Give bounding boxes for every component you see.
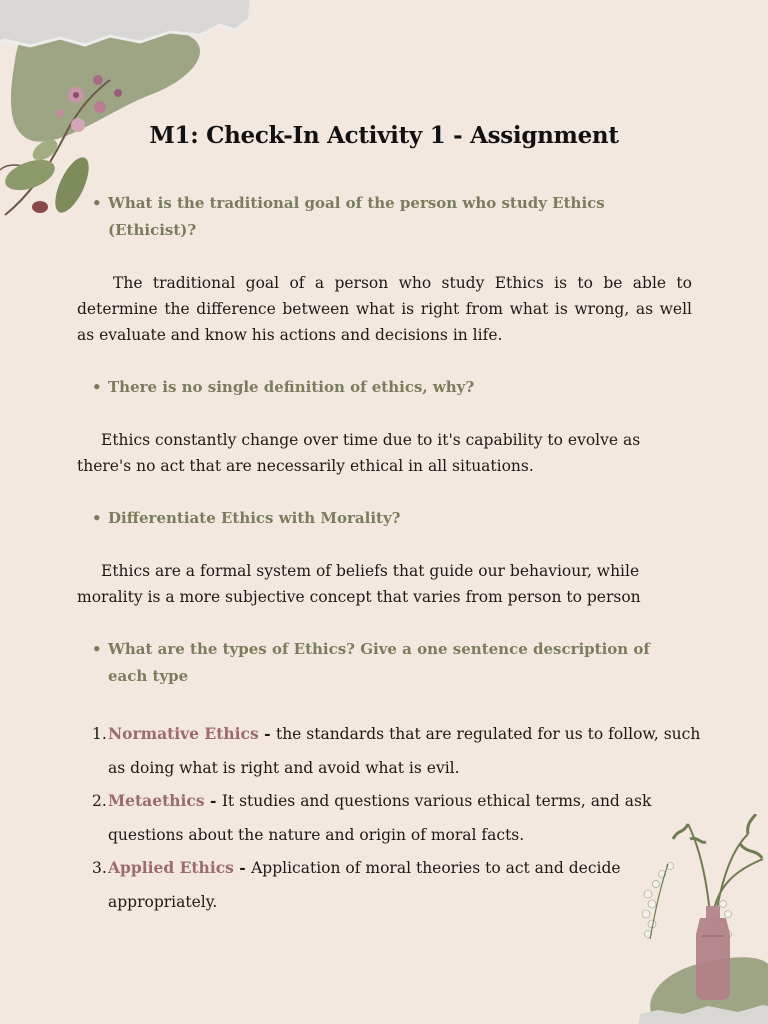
answer-2: Ethics constantly change over time due to it's capability to evolve as there's no act that are necessarily ethical in all situations. bbox=[77, 431, 641, 475]
answer-1: The traditional goal of a person who study Ethics is to be able to determine the difference between what is right from what is wrong, as well as evaluate and know his actions and decisions in life. bbox=[77, 274, 692, 344]
question-2 bbox=[92, 374, 692, 401]
bullet-icon: • bbox=[92, 509, 102, 527]
ethics-type-description: the standards that are regulated for us to follow, such as doing what is right and avoid what is evil. bbox=[108, 725, 701, 777]
question-4-text: What are the types of Ethics? Give a one sentence description of each type bbox=[108, 640, 650, 685]
list-number: 2. bbox=[92, 792, 107, 810]
bullet-icon: • bbox=[92, 640, 102, 658]
ethics-type-description: Application of moral theories to act and decide appropriately. bbox=[108, 859, 621, 911]
ethics-type-term: Normative Ethics bbox=[108, 724, 259, 743]
list-number: 3. bbox=[92, 859, 107, 877]
bullet-icon: • bbox=[92, 378, 102, 396]
bullet-icon: • bbox=[92, 194, 102, 212]
question-2-text: There is no single definition of ethics, why? bbox=[108, 378, 475, 396]
term-separator: - bbox=[204, 791, 222, 810]
term-separator: - bbox=[233, 858, 252, 877]
page-title: M1: Check-In Activity 1 - Assignment bbox=[149, 122, 619, 149]
list-number: 1. bbox=[92, 725, 107, 743]
ethics-type-term: Applied Ethics bbox=[108, 858, 234, 877]
ethics-type-item bbox=[92, 717, 702, 785]
question-3-text: Differentiate Ethics with Morality? bbox=[108, 509, 401, 527]
ethics-type-description: It studies and questions various ethical terms, and ask questions about the nature and origin of moral facts. bbox=[108, 792, 652, 844]
question-1 bbox=[92, 190, 692, 244]
term-separator: - bbox=[258, 724, 276, 743]
ethics-type-term: Metaethics bbox=[108, 791, 205, 810]
torn-paper-decoration bbox=[0, 0, 250, 50]
ethics-type-item bbox=[92, 784, 702, 852]
answer-3: Ethics are a formal system of beliefs that guide our behaviour, while morality is a more subjective concept that varies from person to person bbox=[77, 562, 641, 606]
question-1-text: What is the traditional goal of the person who study Ethics (Ethicist)? bbox=[108, 194, 605, 239]
ethics-type-item bbox=[92, 851, 702, 919]
ethics-types-list bbox=[92, 717, 702, 918]
question-4 bbox=[92, 636, 692, 690]
question-3 bbox=[92, 505, 692, 532]
